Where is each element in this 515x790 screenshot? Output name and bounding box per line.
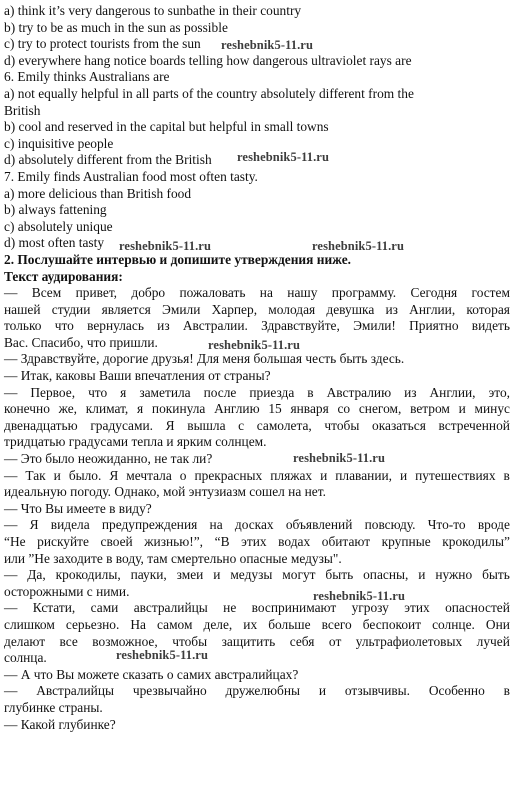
transcript-line: идеальную погоду. Однако, мой энтузиазм сошел на нет. xyxy=(4,484,326,500)
transcript-line: — Что Вы имеете в виду? xyxy=(4,500,152,516)
option-line: d) everywhere hang notice boards telling how dangerous ultraviolet rays are xyxy=(4,52,412,68)
transcript-line xyxy=(4,650,510,667)
option-line: c) absolutely unique xyxy=(4,218,113,234)
transcript-line: нашей студии является Эмили Харпер, молодая девушка из Англии, которая xyxy=(4,301,510,317)
option-line: a) not equally helpful in all parts of the country absolutely different from the xyxy=(4,85,414,101)
watermark: reshebnik5-11.ru xyxy=(313,588,406,603)
option-line: a) more delicious than British food xyxy=(4,185,192,201)
transcript-line: — Первое, что я заметила после приезда в Австралию из Англии, это, xyxy=(4,384,510,400)
option-text: d) absolutely different from the British xyxy=(4,152,212,168)
watermark: reshebnik5-11.ru xyxy=(119,239,212,254)
option-text: d) most often tasty xyxy=(4,235,105,251)
transcript-text: Вас. Спасибо, что пришли. xyxy=(4,334,158,350)
transcript-line: делают все возможное, чтобы защитить себя от ультрафиолетовых лучей xyxy=(4,633,510,649)
transcript-line: — Здравствуйте, дорогие друзья! Для меня большая честь быть здесь. xyxy=(4,351,405,367)
transcript-line: — Австралийцы чрезвычайно дружелюбны и отзывчивы. Особенно в xyxy=(4,683,510,699)
watermark: reshebnik5-11.ru xyxy=(208,337,301,352)
option-line xyxy=(4,152,510,169)
transcript-line: — Кстати, сами австралийцы не воспринимают угрозу этих опасностей xyxy=(4,600,510,616)
transcript-line: — Я видела предупреждения на досках объявлений повсюду. Что-то вроде xyxy=(4,517,510,533)
watermark: reshebnik5-11.ru xyxy=(221,38,314,53)
question-line: 7. Emily finds Australian food most often tasty. xyxy=(4,168,258,184)
transcript-line: — Так и было. Я мечтала о прекрасных пляжах и плавании, и путешествиях в xyxy=(4,467,510,483)
transcript-line: тридцатью градусами тепла и ярким солнцем. xyxy=(4,434,267,450)
option-line: b) always fattening xyxy=(4,202,107,218)
transcript-text: осторожными с ними. xyxy=(4,583,130,599)
option-line xyxy=(4,36,510,53)
transcript-line xyxy=(4,335,510,352)
option-line: c) inquisitive people xyxy=(4,135,114,151)
text-heading: Текст аудирования: xyxy=(4,268,123,284)
option-text: c) try to protect tourists from the sun xyxy=(4,36,201,52)
question-line: 6. Emily thinks Australians are xyxy=(4,69,170,85)
transcript-line xyxy=(4,584,510,601)
transcript-line xyxy=(4,451,510,468)
option-line: b) cool and reserved in the capital but helpful in small towns xyxy=(4,119,329,135)
transcript-line: — Итак, каковы Ваши впечатления от страны? xyxy=(4,368,271,384)
transcript-line: или ”Не заходите в воду, там смертельно опасные медузы". xyxy=(4,550,342,566)
transcript-line: слишком серьезно. На самом деле, их больше всего беспокоит солнце. Они xyxy=(4,616,510,632)
transcript-text: солнца. xyxy=(4,650,47,666)
task-heading: 2. Послушайте интервью и допишите утверждения ниже. xyxy=(4,251,351,267)
transcript-line: — А что Вы можете сказать о самих австралийцах? xyxy=(4,666,299,682)
transcript-text: — Это было неожиданно, не так ли? xyxy=(4,451,213,467)
document-page xyxy=(4,3,510,733)
watermark: reshebnik5-11.ru xyxy=(116,648,209,663)
option-line xyxy=(4,235,510,252)
transcript-line: — Какой глубинке? xyxy=(4,716,116,732)
transcript-line: двенадцатью градусами. Я вышла с самолета, чтобы оказаться встреченной xyxy=(4,417,510,433)
watermark: reshebnik5-11.ru xyxy=(293,451,386,466)
transcript-line: — Да, крокодилы, пауки, змеи и медузы могут быть опасны, и нужно быть xyxy=(4,567,510,583)
watermark: reshebnik5-11.ru xyxy=(312,239,405,254)
transcript-line: — Всем привет, добро пожаловать на нашу программу. Сегодня гостем xyxy=(4,285,510,301)
transcript-line: “Не рискуйте своей жизнью!”, “В этих водах обитают крупные крокодилы” xyxy=(4,534,510,549)
watermark: reshebnik5-11.ru xyxy=(237,150,330,165)
option-line: b) try to be as much in the sun as possible xyxy=(4,19,228,35)
option-line: a) think it’s very dangerous to sunbathe in their country xyxy=(4,3,302,18)
transcript-line: глубинке страны. xyxy=(4,699,103,715)
transcript-line: только что вернулась из Австралии. Здравствуйте, Эмили! Приятно видеть xyxy=(4,318,510,334)
option-line: British xyxy=(4,102,41,118)
transcript-line: конечно же, климат, я покинула Англию 15 января со снегом, ветром и минус xyxy=(4,401,510,417)
